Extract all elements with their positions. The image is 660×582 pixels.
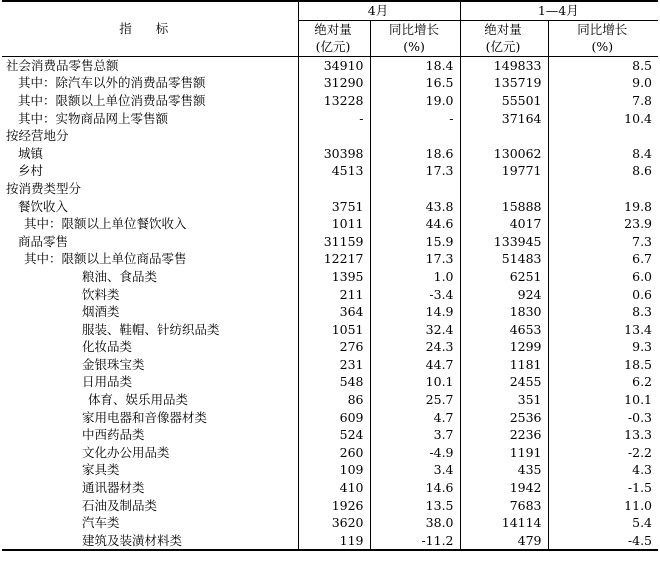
- table-row: [2, 286, 658, 304]
- cell-ytd-growth: 6.7: [548, 250, 658, 268]
- cell-apr-growth: 3.4: [370, 461, 460, 479]
- header-indicator: [2, 1, 298, 56]
- cell-ytd-growth: 8.4: [548, 145, 658, 163]
- cell-ytd-growth: 8.6: [548, 162, 658, 180]
- cell-apr-growth: 14.6: [370, 479, 460, 497]
- table-row: [2, 409, 658, 427]
- row-label: 日用品类: [82, 374, 133, 390]
- row-label: 粮油、食品类: [82, 268, 158, 284]
- table-row: [2, 514, 658, 532]
- header-period-jan-apr: 1—4月: [460, 1, 658, 20]
- cell-ytd-growth: 8.3: [548, 303, 658, 321]
- table-row: [2, 74, 658, 92]
- cell-ytd-growth: [548, 127, 658, 145]
- table-row: [2, 373, 658, 391]
- cell-ytd-growth: 11.0: [548, 497, 658, 515]
- row-label: 商品零售: [18, 233, 69, 249]
- cell-apr-abs: 4513: [298, 162, 370, 180]
- cell-ytd-growth: [548, 180, 658, 198]
- header-period-april: 4月: [298, 1, 460, 20]
- table-row: [2, 250, 658, 268]
- cell-apr-abs: 30398: [298, 145, 370, 163]
- cell-apr-growth: [370, 127, 460, 145]
- header-apr-abs: [298, 20, 370, 56]
- cell-apr-abs: 211: [298, 286, 370, 304]
- cell-apr-growth: 16.5: [370, 74, 460, 92]
- cell-ytd-growth: 7.3: [548, 233, 658, 251]
- cell-apr-abs: 364: [298, 303, 370, 321]
- header-indicator-label: 指 标: [119, 21, 179, 37]
- row-label: 文化办公用品类: [82, 444, 170, 460]
- cell-ytd-abs: 130062: [460, 145, 548, 163]
- retail-sales-table: [2, 0, 658, 551]
- row-label: 其中：限额以上单位餐饮收入: [24, 216, 187, 232]
- cell-apr-abs: 609: [298, 409, 370, 427]
- row-label: 烟酒类: [82, 304, 120, 320]
- header-ytd-growth-unit: (%): [591, 39, 614, 55]
- cell-ytd-abs: 479: [460, 532, 548, 551]
- cell-ytd-growth: 7.8: [548, 92, 658, 110]
- header-apr-abs-unit: (亿元): [315, 39, 351, 55]
- cell-apr-growth: 18.6: [370, 145, 460, 163]
- row-label: 其中：除汽车以外的消费品零售额: [18, 75, 206, 91]
- cell-apr-growth: 14.9: [370, 303, 460, 321]
- header-ytd-abs: [460, 20, 548, 56]
- cell-ytd-abs: 51483: [460, 250, 548, 268]
- table-row: [2, 268, 658, 286]
- cell-ytd-abs: 7683: [460, 497, 548, 515]
- table-row: [2, 303, 658, 321]
- cell-apr-growth: 3.7: [370, 426, 460, 444]
- cell-apr-abs: 260: [298, 444, 370, 462]
- header-ytd-abs-label: 绝对量: [484, 21, 522, 37]
- cell-apr-abs: 86: [298, 391, 370, 409]
- row-label: 其中：限额以上单位消费品零售额: [18, 92, 206, 108]
- row-label: 餐饮收入: [18, 198, 69, 214]
- cell-apr-abs: 13228: [298, 92, 370, 110]
- cell-ytd-growth: 19.8: [548, 198, 658, 216]
- cell-apr-growth: 44.6: [370, 215, 460, 233]
- cell-ytd-growth: 6.0: [548, 268, 658, 286]
- cell-apr-growth: 24.3: [370, 338, 460, 356]
- table-row: [2, 356, 658, 374]
- cell-apr-abs: 31290: [298, 74, 370, 92]
- cell-ytd-growth: 13.3: [548, 426, 658, 444]
- table-row: [2, 338, 658, 356]
- cell-apr-growth: 18.4: [370, 56, 460, 74]
- cell-ytd-abs: 1191: [460, 444, 548, 462]
- cell-apr-abs: 410: [298, 479, 370, 497]
- row-label: 社会消费品零售总额: [6, 57, 119, 73]
- cell-ytd-abs: 351: [460, 391, 548, 409]
- cell-apr-abs: 231: [298, 356, 370, 374]
- cell-apr-growth: 43.8: [370, 198, 460, 216]
- table-row: [2, 233, 658, 251]
- cell-ytd-abs: 435: [460, 461, 548, 479]
- header-ytd-growth-label: 同比增长: [577, 21, 628, 37]
- table-body: [2, 56, 658, 550]
- cell-apr-growth: 32.4: [370, 321, 460, 339]
- table-row: [2, 461, 658, 479]
- cell-apr-growth: 38.0: [370, 514, 460, 532]
- cell-ytd-growth: 13.4: [548, 321, 658, 339]
- cell-apr-growth: 19.0: [370, 92, 460, 110]
- row-label: 饮料类: [82, 286, 120, 302]
- table-row: [2, 198, 658, 216]
- table-row: [2, 426, 658, 444]
- header-apr-growth: [370, 20, 460, 56]
- row-label: 其中：限额以上单位商品零售: [24, 251, 187, 267]
- cell-ytd-growth: -2.2: [548, 444, 658, 462]
- row-label: 中西药品类: [82, 427, 145, 443]
- cell-ytd-growth: 6.2: [548, 373, 658, 391]
- cell-apr-abs: 34910: [298, 56, 370, 74]
- cell-ytd-growth: 23.9: [548, 215, 658, 233]
- cell-ytd-growth: 10.1: [548, 391, 658, 409]
- cell-apr-growth: 10.1: [370, 373, 460, 391]
- cell-ytd-abs: 133945: [460, 233, 548, 251]
- table-row: [2, 56, 658, 74]
- table-row: [2, 145, 658, 163]
- row-label: 汽车类: [82, 515, 120, 531]
- row-label: 城镇: [18, 145, 44, 161]
- row-label: 建筑及装潢材料类: [2, 532, 298, 551]
- cell-ytd-abs: 1299: [460, 338, 548, 356]
- row-label: 化妆品类: [82, 339, 133, 355]
- cell-apr-abs: 276: [298, 338, 370, 356]
- cell-ytd-growth: 10.4: [548, 110, 658, 128]
- header-apr-growth-label: 同比增长: [389, 21, 440, 37]
- table-row: [2, 321, 658, 339]
- cell-apr-abs: 12217: [298, 250, 370, 268]
- cell-apr-abs: [298, 127, 370, 145]
- header-ytd-abs-unit: (亿元): [485, 39, 521, 55]
- table-row: [2, 180, 658, 198]
- row-label: 体育、娱乐用品类: [88, 392, 189, 408]
- table-row: [2, 162, 658, 180]
- cell-ytd-abs: 55501: [460, 92, 548, 110]
- row-label: 按消费类型分: [6, 180, 82, 196]
- table-row: [2, 497, 658, 515]
- cell-apr-growth: [370, 180, 460, 198]
- cell-apr-growth: 1.0: [370, 268, 460, 286]
- cell-ytd-growth: 4.3: [548, 461, 658, 479]
- cell-apr-abs: 3751: [298, 198, 370, 216]
- cell-apr-growth: -: [370, 110, 460, 128]
- row-label: 通讯器材类: [82, 480, 145, 496]
- cell-apr-abs: 1011: [298, 215, 370, 233]
- row-label: 家用电器和音像器材类: [82, 409, 208, 425]
- header-apr-abs-label: 绝对量: [314, 21, 352, 37]
- cell-apr-abs: 1926: [298, 497, 370, 515]
- table-row: [2, 110, 658, 128]
- table-row: [2, 215, 658, 233]
- table-row: [2, 391, 658, 409]
- cell-apr-abs: 524: [298, 426, 370, 444]
- row-label: 石油及制品类: [82, 497, 158, 513]
- cell-ytd-abs: 14114: [460, 514, 548, 532]
- cell-ytd-abs: 924: [460, 286, 548, 304]
- header-apr-growth-unit: (%): [403, 39, 425, 55]
- cell-apr-abs: 548: [298, 373, 370, 391]
- cell-apr-growth: -11.2: [370, 532, 460, 551]
- cell-ytd-growth: -4.5: [548, 532, 658, 551]
- cell-ytd-growth: -1.5: [548, 479, 658, 497]
- cell-apr-abs: 1395: [298, 268, 370, 286]
- table-row: [2, 532, 658, 551]
- cell-ytd-growth: 18.5: [548, 356, 658, 374]
- cell-ytd-abs: 1181: [460, 356, 548, 374]
- row-label: 其中：实物商品网上零售额: [18, 110, 169, 126]
- cell-ytd-abs: [460, 127, 548, 145]
- cell-ytd-abs: 2236: [460, 426, 548, 444]
- cell-apr-abs: [298, 180, 370, 198]
- cell-ytd-abs: 2536: [460, 409, 548, 427]
- cell-apr-growth: 25.7: [370, 391, 460, 409]
- table-row: [2, 92, 658, 110]
- cell-apr-abs: 31159: [298, 233, 370, 251]
- row-label: 服装、鞋帽、针纺织品类: [82, 321, 220, 337]
- cell-apr-growth: 44.7: [370, 356, 460, 374]
- cell-ytd-abs: 4653: [460, 321, 548, 339]
- cell-apr-growth: -4.9: [370, 444, 460, 462]
- cell-apr-growth: 17.3: [370, 162, 460, 180]
- cell-ytd-abs: 1942: [460, 479, 548, 497]
- row-label: 乡村: [18, 163, 44, 179]
- header-ytd-growth: [548, 20, 658, 56]
- cell-ytd-abs: 135719: [460, 74, 548, 92]
- cell-apr-abs: 119: [298, 532, 370, 551]
- cell-ytd-abs: 2455: [460, 373, 548, 391]
- cell-ytd-abs: 149833: [460, 56, 548, 74]
- cell-apr-growth: -3.4: [370, 286, 460, 304]
- row-label: 家具类: [82, 462, 120, 478]
- cell-ytd-abs: 6251: [460, 268, 548, 286]
- cell-ytd-growth: 0.6: [548, 286, 658, 304]
- cell-ytd-growth: 5.4: [548, 514, 658, 532]
- cell-apr-abs: -: [298, 110, 370, 128]
- cell-apr-abs: 3620: [298, 514, 370, 532]
- cell-apr-growth: 17.3: [370, 250, 460, 268]
- table-row: [2, 444, 658, 462]
- table-header: [2, 1, 658, 56]
- row-label: 金银珠宝类: [82, 356, 145, 372]
- cell-ytd-growth: 9.0: [548, 74, 658, 92]
- table-row: [2, 127, 658, 145]
- cell-apr-growth: 13.5: [370, 497, 460, 515]
- cell-ytd-abs: 15888: [460, 198, 548, 216]
- cell-ytd-abs: 37164: [460, 110, 548, 128]
- table-row: [2, 479, 658, 497]
- cell-apr-growth: 4.7: [370, 409, 460, 427]
- cell-ytd-growth: 9.3: [548, 338, 658, 356]
- cell-ytd-growth: -0.3: [548, 409, 658, 427]
- row-label: 按经营地分: [6, 128, 69, 144]
- cell-ytd-growth: 8.5: [548, 56, 658, 74]
- cell-apr-abs: 109: [298, 461, 370, 479]
- cell-apr-growth: 15.9: [370, 233, 460, 251]
- cell-ytd-abs: [460, 180, 548, 198]
- cell-ytd-abs: 19771: [460, 162, 548, 180]
- cell-ytd-abs: 1830: [460, 303, 548, 321]
- cell-ytd-abs: 4017: [460, 215, 548, 233]
- cell-apr-abs: 1051: [298, 321, 370, 339]
